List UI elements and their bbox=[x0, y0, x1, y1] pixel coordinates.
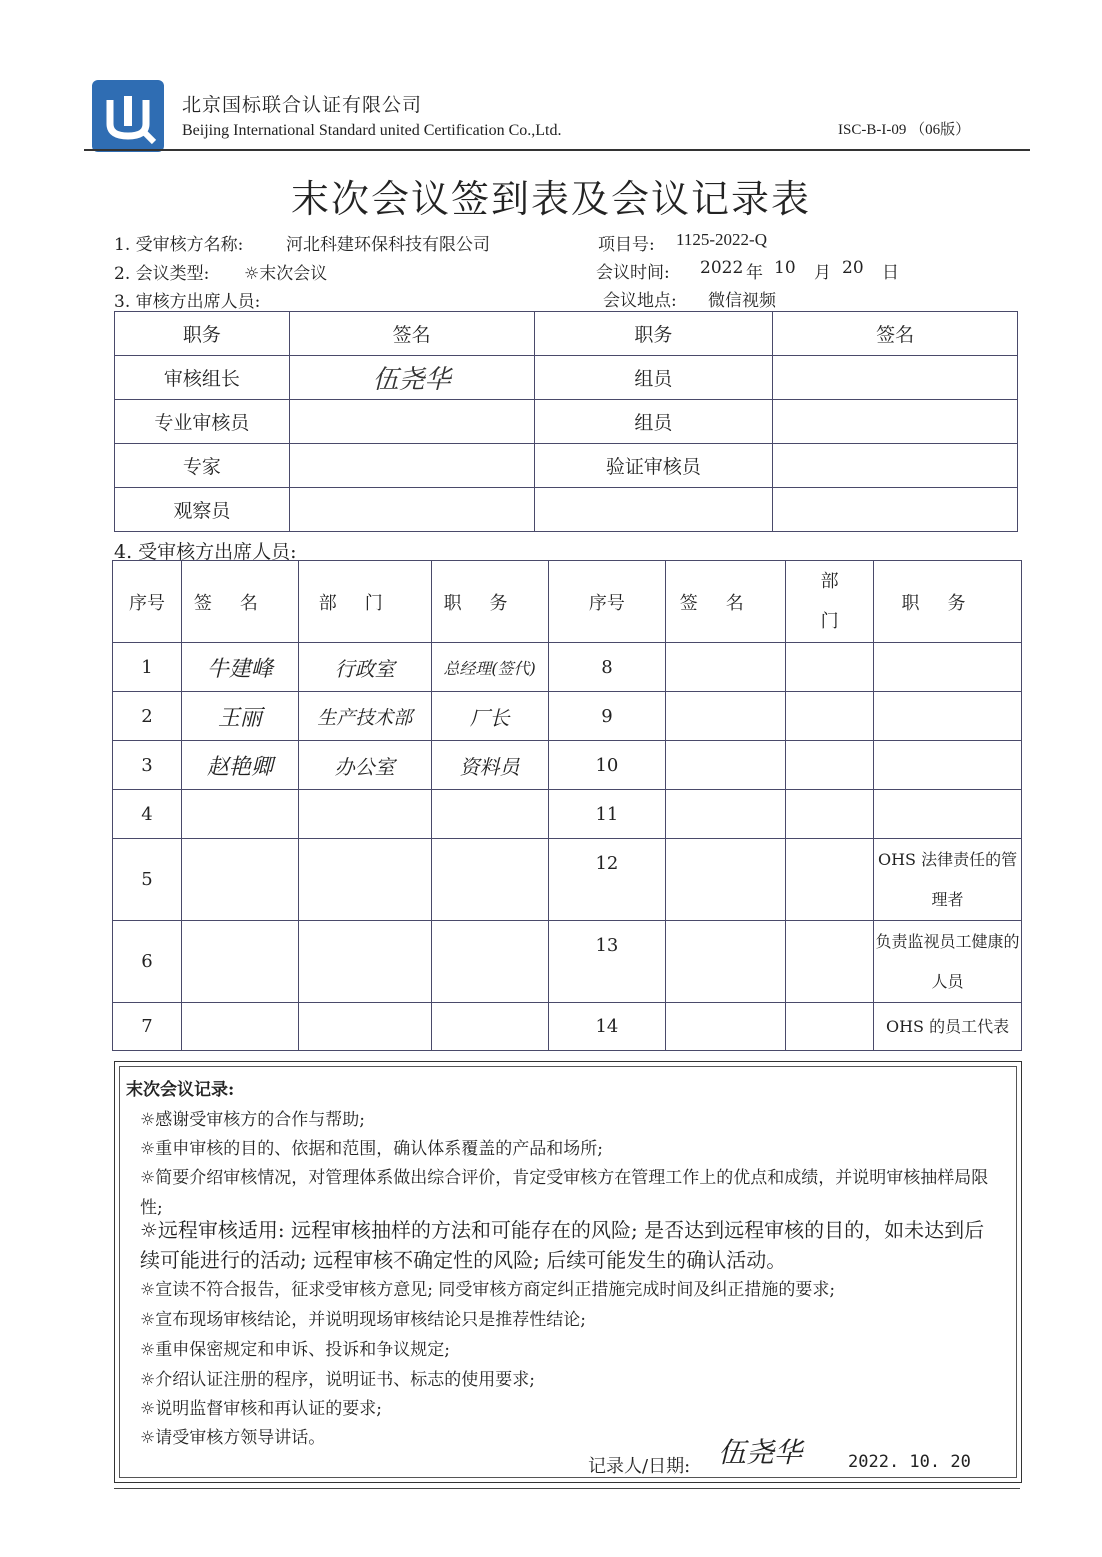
empty-cell bbox=[786, 692, 874, 741]
empty-cell bbox=[431, 790, 548, 839]
note-cell bbox=[874, 692, 1022, 741]
row-no: 12 bbox=[548, 839, 666, 921]
handwritten-position: 资料员 bbox=[431, 741, 548, 790]
header-position: 职务 bbox=[874, 561, 1022, 643]
note-cell: OHS 的员工代表 bbox=[874, 1003, 1022, 1051]
row-no: 5 bbox=[113, 839, 182, 921]
company-name-en: Beijing International Standard united Certification Co.,Ltd. bbox=[182, 122, 562, 139]
minutes-box bbox=[114, 1061, 1022, 1483]
header-role: 职务 bbox=[115, 312, 290, 356]
minutes-item: ☼说明监督审核和再认证的要求; bbox=[140, 1399, 382, 1419]
empty-cell bbox=[298, 921, 431, 1003]
meeting-month: 10 bbox=[774, 258, 796, 278]
role-cell bbox=[534, 488, 773, 532]
meeting-month-unit: 月 bbox=[814, 263, 831, 283]
role-cell: 验证审核员 bbox=[534, 444, 773, 488]
header-signature: 签名 bbox=[289, 312, 534, 356]
auditor-attendees-label: 3. 审核方出席人员: bbox=[114, 292, 261, 312]
row-no: 4 bbox=[113, 790, 182, 839]
page-title: 末次会议签到表及会议记录表 bbox=[290, 177, 811, 221]
handwritten-position: 总经理(签代) bbox=[431, 643, 548, 692]
minutes-item: ☼介绍认证注册的程序，说明证书、标志的使用要求; bbox=[140, 1370, 535, 1390]
minutes-item: ☼宣布现场审核结论，并说明现场审核结论只是推荐性结论; bbox=[140, 1310, 586, 1330]
empty-cell bbox=[181, 1003, 298, 1051]
empty-cell bbox=[666, 839, 786, 921]
row-no: 8 bbox=[548, 643, 666, 692]
company-logo-icon bbox=[92, 80, 164, 152]
row-no: 9 bbox=[548, 692, 666, 741]
footer-line bbox=[114, 1488, 1020, 1489]
auditee-attendees-label: 4. 受审核方出席人员: bbox=[114, 541, 297, 563]
handwritten-signature: 王丽 bbox=[181, 692, 298, 741]
minutes-item: ☼重申保密规定和申诉、投诉和争议规定; bbox=[140, 1340, 450, 1360]
row-no: 3 bbox=[113, 741, 182, 790]
signature-cell bbox=[289, 356, 534, 400]
note-cell: OHS 法律责任的管理者 bbox=[874, 839, 1022, 921]
header-role: 职务 bbox=[534, 312, 773, 356]
auditee-value: 河北科建环保科技有限公司 bbox=[286, 235, 490, 255]
role-cell: 组员 bbox=[534, 356, 773, 400]
header-divider bbox=[84, 149, 1030, 151]
empty-cell bbox=[786, 643, 874, 692]
meeting-day: 20 bbox=[842, 258, 864, 278]
recorder-label: 记录人/日期: bbox=[588, 1456, 691, 1477]
handwritten-department: 行政室 bbox=[298, 643, 431, 692]
role-cell: 专家 bbox=[115, 444, 290, 488]
minutes-item: ☼请受审核方领导讲话。 bbox=[140, 1428, 326, 1448]
meeting-place-label: 会议地点: bbox=[603, 291, 677, 311]
empty-cell bbox=[666, 921, 786, 1003]
header-no: 序号 bbox=[548, 561, 666, 643]
note-cell bbox=[874, 643, 1022, 692]
row-no: 11 bbox=[548, 790, 666, 839]
empty-cell bbox=[298, 839, 431, 921]
note-cell: 负责监视员工健康的人员 bbox=[874, 921, 1022, 1003]
empty-cell bbox=[666, 790, 786, 839]
minutes-item: ☼宣读不符合报告，征求受审核方意见; 同受审核方商定纠正措施完成时间及纠正措施的要求; bbox=[140, 1280, 836, 1300]
minutes-item: ☼感谢受审核方的合作与帮助; bbox=[140, 1110, 365, 1130]
minutes-item: ☼远程审核适用: 远程审核抽样的方法和可能存在的风险; 是否达到远程审核的目的，如未达到后续可能进行的活动; 远程审核不确定性的风险; 后续可能发生的确认活动。 bbox=[140, 1218, 985, 1272]
note-cell bbox=[874, 741, 1022, 790]
handwritten-signature: 牛建峰 bbox=[181, 643, 298, 692]
empty-cell bbox=[666, 741, 786, 790]
empty-cell bbox=[786, 790, 874, 839]
signature-cell bbox=[773, 488, 1018, 532]
role-cell: 专业审核员 bbox=[115, 400, 290, 444]
note-cell bbox=[874, 790, 1022, 839]
empty-cell bbox=[181, 790, 298, 839]
meeting-type-label: 2. 会议类型: bbox=[114, 264, 210, 284]
meeting-year: 2022 bbox=[700, 258, 744, 278]
handwritten-position: 厂长 bbox=[431, 692, 548, 741]
meeting-type-value: ☼末次会议 bbox=[244, 264, 328, 284]
empty-cell bbox=[298, 1003, 431, 1051]
empty-cell bbox=[431, 839, 548, 921]
project-label: 项目号: bbox=[598, 235, 655, 255]
meeting-place-value: 微信视频 bbox=[708, 291, 776, 311]
empty-cell bbox=[786, 839, 874, 921]
signature-cell bbox=[289, 444, 534, 488]
row-no: 7 bbox=[113, 1003, 182, 1051]
handwritten-signature: 伍尧华 bbox=[372, 365, 451, 395]
role-cell: 审核组长 bbox=[115, 356, 290, 400]
header-department: 部门 bbox=[786, 561, 874, 643]
role-cell: 观察员 bbox=[115, 488, 290, 532]
signature-cell bbox=[773, 400, 1018, 444]
row-no: 14 bbox=[548, 1003, 666, 1051]
row-no: 13 bbox=[548, 921, 666, 1003]
signature-cell bbox=[289, 488, 534, 532]
signature-cell bbox=[773, 444, 1018, 488]
header-signature: 签名 bbox=[773, 312, 1018, 356]
empty-cell bbox=[431, 1003, 548, 1051]
meeting-time-label: 会议时间: bbox=[596, 263, 670, 283]
signature-cell bbox=[289, 400, 534, 444]
role-cell: 组员 bbox=[534, 400, 773, 444]
empty-cell bbox=[786, 1003, 874, 1051]
empty-cell bbox=[786, 741, 874, 790]
auditee-label: 1. 受审核方名称: bbox=[114, 235, 244, 255]
header-signature: 签名 bbox=[666, 561, 786, 643]
attendee-table bbox=[112, 560, 1022, 1051]
company-name-cn: 北京国标联合认证有限公司 bbox=[182, 94, 423, 116]
row-no: 10 bbox=[548, 741, 666, 790]
empty-cell bbox=[666, 643, 786, 692]
minutes-heading: 末次会议记录: bbox=[126, 1080, 235, 1100]
empty-cell bbox=[666, 1003, 786, 1051]
project-value: 1125-2022-Q bbox=[676, 230, 767, 249]
handwritten-department: 生产技术部 bbox=[298, 692, 431, 741]
row-no: 6 bbox=[113, 921, 182, 1003]
empty-cell bbox=[298, 790, 431, 839]
header-signature: 签名 bbox=[181, 561, 298, 643]
meeting-year-unit: 年 bbox=[746, 263, 763, 283]
meeting-day-unit: 日 bbox=[882, 263, 899, 283]
row-no: 2 bbox=[113, 692, 182, 741]
minutes-item: ☼简要介绍审核情况，对管理体系做出综合评价，肯定受审核方在管理工作上的优点和成绩，并说明审核抽样局限性; bbox=[140, 1168, 989, 1218]
empty-cell bbox=[181, 839, 298, 921]
minutes-item: ☼重申审核的目的、依据和范围，确认体系覆盖的产品和场所; bbox=[140, 1139, 603, 1159]
signature-cell bbox=[773, 356, 1018, 400]
header-no: 序号 bbox=[113, 561, 182, 643]
handwritten-signature: 赵艳卿 bbox=[181, 741, 298, 790]
recorder-date: 2022. 10. 20 bbox=[848, 1452, 971, 1472]
empty-cell bbox=[666, 692, 786, 741]
auditor-table bbox=[114, 311, 1018, 532]
form-code: ISC-B-I-09 （06版） bbox=[838, 122, 971, 138]
row-no: 1 bbox=[113, 643, 182, 692]
empty-cell bbox=[181, 921, 298, 1003]
empty-cell bbox=[431, 921, 548, 1003]
handwritten-department: 办公室 bbox=[298, 741, 431, 790]
header-position: 职务 bbox=[431, 561, 548, 643]
header-department: 部门 bbox=[298, 561, 431, 643]
empty-cell bbox=[786, 921, 874, 1003]
recorder-signature: 伍尧华 bbox=[718, 1436, 803, 1469]
minutes-inner-frame bbox=[119, 1066, 1017, 1478]
